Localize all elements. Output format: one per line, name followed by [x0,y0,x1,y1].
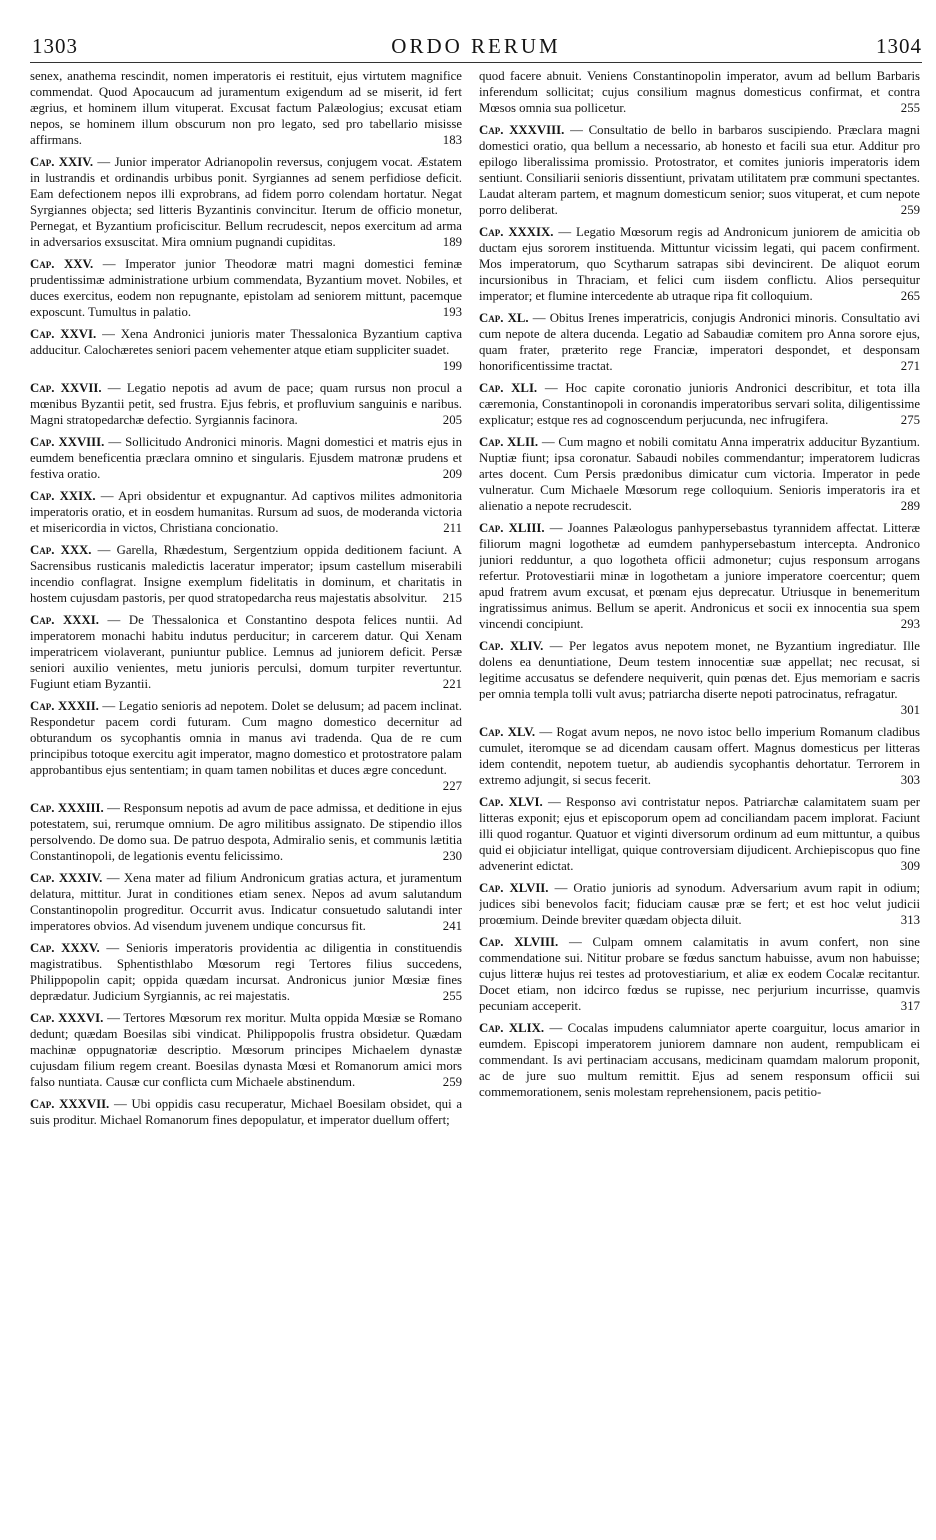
left-column [30,68,462,1530]
chapter-label: Cap. XLIV. [479,639,544,653]
chapter-label: Cap. XLIII. [479,521,545,535]
chapter-summary: — Consultatio de bello in barbaros suscipiendo. Præclara magni domestici oratio, qua bellum a necessario, ab honesto et facili sua etur. Additur pro epilogo liberalissima promissio. Protostrator, et comites junioris imperatoris idem sentiunt. Consiliarii senioris dissentiunt, privatam utilitatem præ communi spectantes. Laudat alteram partem, et magnum domesticum senior; suos vituperat, et cum nepote porro deliberat. [479,123,920,217]
chapter-entry [30,326,462,374]
chapter-label: Cap. XXXV. [30,941,100,955]
chapter-label: Cap. XLIX. [479,1021,545,1035]
page-reference: 255 [900,101,920,115]
chapter-summary: — Culpam omnem calamitatis in avum confert, non sine commendatione sui. Nititur probare se fœdus sanctum habuisse, avum non habuisse; cujus litteræ hujus rei testes ad protovestiarium, et aliæ ex eodem Cocalæ recitantur. Docet etiam, non idcirco fœdus se rupisse, nec perjurium incurrisse, quamvis pecuniam acceperit. [479,935,920,1013]
chapter-label: Cap. XLV. [479,725,536,739]
chapter-label: Cap. XL. [479,311,529,325]
chapter-entry [30,434,462,482]
page-number-right: 1304 [876,34,922,58]
chapter-label: Cap. XLVI. [479,795,543,809]
page-reference: 255 [442,989,462,1003]
chapter-label: Cap. XLVIII. [479,935,559,949]
chapter-label: Cap. XXVIII. [30,435,105,449]
chapter-label: Cap. XXXIV. [30,871,103,885]
chapter-entry [479,724,920,788]
chapter-label: Cap. XXVI. [30,327,97,341]
chapter-entry [30,256,462,320]
page-reference: 259 [900,203,920,217]
page-reference: 241 [442,919,462,933]
chapter-summary: senex, anathema rescindit, nomen imperatoris ei restituit, ejus virtutem magnifice commendat. Quod Apocaucum ad juramentum exigendum ad se miserit, id fert ægrius, et hominem illum vituperat. Excusat factum Palæologius; excusat etiam nepos, se hominem illum obscurum non pro legato, sed pro tabellario misisse affirmans. [30,69,462,147]
chapter-summary: — Xena mater ad filium Andronicum gratias actura, et juramentum delatura, mittitur. Jurat in conditiones etiam senex. Nepos ad avum salutandum Constantinopolin progreditur. Occurrit avus. Indicatur consuetudo salutandi inter imperatores obvios. Ad visendum juvenem undique concursus fit. [30,871,462,933]
page-reference: 199 [442,359,462,373]
chapter-entry [479,310,920,374]
page-reference: 211 [443,521,462,535]
page-reference: 259 [442,1075,462,1089]
chapter-entry [479,520,920,632]
page-reference: 230 [442,849,462,863]
page-reference: 301 [900,703,920,717]
chapter-entry [479,794,920,874]
chapter-summary: — Per legatos avus nepotem monet, ne Byzantium ingrediatur. Ille dolens ea denuntiatione, Deum testem innocentiæ suæ appellat; nec recusat, si legitime accusatus se defendere nequiverit, quin pœnas det. Ejus memoriam e sacris per omnia templa tolli vult avus; patriarcha diserte nepoti patrocinatus, refragatur. [479,639,920,701]
page-reference: 221 [442,677,462,691]
chapter-summary: — Tertores Mœsorum rex moritur. Multa oppida Mœsiæ se Romano dedunt; quædam Boesilas sibi vindicat. Philippopolis frustra obsidetur. Quædam machinæ oppugnatoriæ descriptio. Mœsorum principes Michaelem dynastæ cujusdam filium regem creant. Boesilas dynasta Mœsi et Romanorum amici mors falso nuntiata. Causæ cur conflicta cum Michaele abstinendum. [30,1011,462,1089]
running-title: ORDO RERUM [391,34,561,58]
chapter-entry [30,380,462,428]
chapter-label: Cap. XXX. [30,543,92,557]
chapter-label: Cap. XXV. [30,257,94,271]
page-reference: 313 [900,913,920,927]
page-number-left: 1303 [32,34,78,58]
chapter-summary: — Obitus Irenes imperatricis, conjugis Andronici minoris. Consultatio avi cum nepote de altera ducenda. Legatio ad Sabaudiæ comitem pro Anna sorore ejus, quam frater, præterito rege Franciæ, imperatori despondet, et desponsam honorificentissime tractat. [479,311,920,373]
page-reference: 205 [442,413,462,427]
page-reference: 289 [900,499,920,513]
chapter-entry [30,870,462,934]
chapter-label: Cap. XLII. [479,435,539,449]
page-reference: 193 [442,305,462,319]
page-reference: 227 [442,779,462,793]
chapter-summary: — Legatio nepotis ad avum de pace; quam rursus non procul a mœnibus Byzantii petit, sed frustra. Ejus febris, et profluvium sanguinis e naribus. Magni stratopedarchæ defectio. Syrgiannis facinora. [30,381,462,427]
chapter-summary: — Imperator junior Theodoræ matri magni domestici feminæ prudentissimæ administratione urbium commendata, Byzantium movet. Nobiles, et duces exercitus, eodem non repugnante, epistolam ad seniorem mittunt, pacemque exposcunt. Tumultus in palatio. [30,257,462,319]
chapter-label: Cap. XXIV. [30,155,94,169]
chapter-entry [30,154,462,250]
chapter-summary: — Senioris imperatoris providentia ac diligentia in constituendis magistratibus. Sphentisthlabo Mœsorum regi Tertores filius succedens, Philippopolin capit; oppida quædam incursat. Andronicus junior Mœsiæ fines deprædatur. Judicium Syrgiannis, ac rei majestatis. [30,941,462,1003]
chapter-label: Cap. XXXVI. [30,1011,104,1025]
chapter-summary: — Rogat avum nepos, ne novo istoc bello imperium Romanum cladibus cumulet, iteromque se ad dicendam causam offert. Magnus domesticus per litteras idem contendit, nepotem tuetur, ab audiendis sycophantis dehortatur. Terrorem in extremo adjungit, si secus fecerit. [479,725,920,787]
chapter-entry [479,434,920,514]
chapter-entry [30,542,462,606]
page-reference: 209 [442,467,462,481]
chapter-entry [30,940,462,1004]
chapter-summary: — De Thessalonica et Constantino despota felices nuntii. Ad imperatorem monachi habitu indutus perducitur; in carcerem datur. Qui Xenam imperatricem violaverant, puniuntur publice. Lemnus ad juniorem deficit. Persæ seniori auxilio venientes, metu junioris perculsi, domum turpiter revertuntur. Fugiunt etiam Byzantii. [30,613,462,691]
page-reference: 317 [900,999,920,1013]
page-reference: 183 [442,133,462,147]
chapter-entry [479,224,920,304]
chapter-entry [479,880,920,928]
chapter-summary: — Responsum nepotis ad avum de pace admissa, et deditione in ejus potestatem, sui, rerumque omnium. De agro militibus assignato. De stipendio illos persolvendo. De domo sua. De patruo despota, Admiralio senis, et communis lætitia Constantinopoli, de legationis eventu felicissimo. [30,801,462,863]
chapter-label: Cap. XLI. [479,381,538,395]
page-reference: 215 [442,591,462,605]
right-column [479,68,920,1530]
page-reference: 271 [900,359,920,373]
chapter-label: Cap. XXXIII. [30,801,104,815]
chapter-entry [479,1020,920,1100]
chapter-label: Cap. XLVII. [479,881,549,895]
chapter-summary: — Xena Andronici junioris mater Thessalonica Byzantium captiva adducitur. Calochæretes seniori pacem vehementer atque etiam suppliciter suadet. [30,327,462,357]
chapter-summary: — Legatio senioris ad nepotem. Dolet se delusum; ad pacem inclinat. Respondetur pacem cordi futuram. Cum magno domestico decernitur ad obturandum os sycophantis omnia in manus avi tradenda. Qua de re cum principibus totoque exercitu agit imperator, magno domestico et protostratore palam approbantibus ejus sententiam; in quam tamen nobilitas et duces ægre concedunt. [30,699,462,777]
chapter-label: Cap. XXXVII. [30,1097,110,1111]
chapter-label: Cap. XXXII. [30,699,99,713]
running-head [30,32,922,63]
chapter-entry [30,488,462,536]
chapter-summary: quod facere abnuit. Veniens Constantinopolin imperator, avum ad bellum Barbaris inferendum sollicitat; cujus consilium magnus domesticus confirmat, et contra Mœsos omnia sua pollicetur. [479,69,920,115]
page-reference: 265 [900,289,920,303]
chapter-label: Cap. XXIX. [30,489,96,503]
chapter-entry [479,934,920,1014]
page-reference: 275 [900,413,920,427]
chapter-entry [30,68,462,148]
chapter-label: Cap. XXVII. [30,381,102,395]
chapter-label: Cap. XXXI. [30,613,99,627]
chapter-entry [479,68,920,116]
chapter-summary: — Ubi oppidis casu recuperatur, Michael Boesilam obsidet, qui a suis proditur. Michael Romanorum fines depopulatur, et imperator duellum offert; [30,1097,462,1127]
chapter-summary: — Cocalas impudens calumniator aperte coarguitur, locus amarior in eumdem. Episcopi imperatorem juniorem damnare non audent, rempublicam ei commendant. Is avi pertinaciam accusans, medicinam quamdam malorum proponit, ac de jure suo multum remittit. Ejus ad senem responsum officii sui commemorationem, senis molestam reprehensionem, pacis petitio- [479,1021,920,1099]
chapter-summary: — Cum magno et nobili comitatu Anna imperatrix adducitur Byzantium. Nuptiæ fiunt; ipsa coronatur. Sabaudi nobiles commendantur; imperatorem ludicras artes docent. Cum Persis prædonibus dimicatur cum victoria. Imperator in pede vulneratur. Cum Michaele Mœsorum rege colloquium. Senioris imperatoris ira et alienatio a nepote recrudescit. [479,435,920,513]
page-reference: 303 [900,773,920,787]
chapter-summary: — Garella, Rhædestum, Sergentzium oppida deditionem faciunt. A Sacrensibus rusticanis maledictis laceratur imperator; ipsum castellum miserabili incendio conflagrat. Insigne exemplum fidelitatis in dominum, et charitatis in hostem cujusdam pastoris, per quod stratopedarcha reus majestatis absolvitur. [30,543,462,605]
chapter-summary: — Legatio Mœsorum regis ad Andronicum juniorem de amicitia ob ductam ejus sororem instituenda. Mittuntur vicissim legati, qui pacem confirment. Mos imperatorum, quo Scytharum satrapas sibi devincirent. De aliquot eorum incursionibus in Thraciam, et felici cum iisdem conflictu. Alios persequitur imperator; et flumine intercedente ab utraque ripa fit colloquium. [479,225,920,303]
chapter-summary: — Sollicitudo Andronici minoris. Magni domestici et matris ejus in eumdem beneficentia præclara omnino et singularis. Ejusdem matronæ prudens et festiva oratio. [30,435,462,481]
chapter-entry [30,800,462,864]
page-reference: 189 [442,235,462,249]
page-reference: 293 [900,617,920,631]
chapter-entry [30,1096,462,1128]
chapter-entry [479,638,920,718]
chapter-label: Cap. XXXIX. [479,225,554,239]
chapter-entry [479,380,920,428]
chapter-summary: — Hoc capite coronatio junioris Andronici describitur, et tota illa cæremonia, Constantinopoli in coronandis imperatoribus servari solita, diligentissime explicatur; estque res ad cognoscendum perjucunda, nec infrugifera. [479,381,920,427]
page-reference: 309 [900,859,920,873]
chapter-summary: — Oratio junioris ad synodum. Adversarium avum rapit in odium; judices sibi benevolos facit; fiduciam causæ præ se fert; et est hoc velut judicii proœmium. Deinde breviter quædam objecta diluit. [479,881,920,927]
chapter-summary: — Responso avi contristatur nepos. Patriarchæ calamitatem suam per litteras exponit; ejus et episcoporum opem ad conciliandam pacem implorat. Faciunt illi quod rogantur. Quatuor et viginti diversorum ordinum ad eum mittuntur, a quibus quid ei objiciatur intelligat, quique controversiam dijudicent. Archiepiscopus quo fine advenerint edictat. [479,795,920,873]
chapter-entry [30,612,462,692]
chapter-entry [479,122,920,218]
chapter-summary: — Joannes Palæologus panhypersebastus tyrannidem affectat. Litteræ filiorum magni logothetæ ad eumdem panhypersebastum intercepta. Andronico juniori redduntur, a quo logotheta officii admonetur; cujus responsum arrogans refertur. Protovestiarii minæ in logothetam a juniore imperatore coercentur; quem apud fratrem avum excusat, et pœnam ejus deprecatur. Utriusque in benemeritum ingratissimus animus. Bellum se aperit. Andronicus et socii ex innocentia sua spem vincendi concipiunt. [479,521,920,631]
chapter-entry [30,1010,462,1090]
chapter-summary: — Junior imperator Adrianopolin reversus, conjugem vocat. Æstatem in lustrandis et ordinandis urbibus ponit. Syrgiannes ad senem perfidiose deficit. Eam defectionem nepos illi exprobrans, ad fidem porro colendam hortatur. Negat Syrgiannes objecta; sed litteris Byzantinis convincitur. Iterum de officio monetur, Pernegat, et Byzantium proficiscitur. Bellum recrudescit, nepos exercitum ad arma in adversarios exsuscitat. Mira omnium pugnandi cupiditas. [30,155,462,249]
chapter-summary: — Apri obsidentur et expugnantur. Ad captivos milites admonitoria imperatoris oratio, et in eosdem humanitas. Rursum ad suos, de moderanda victoria et misericordia in victos, Christiana concionatio. [30,489,462,535]
chapter-entry [30,698,462,794]
chapter-label: Cap. XXXVIII. [479,123,565,137]
